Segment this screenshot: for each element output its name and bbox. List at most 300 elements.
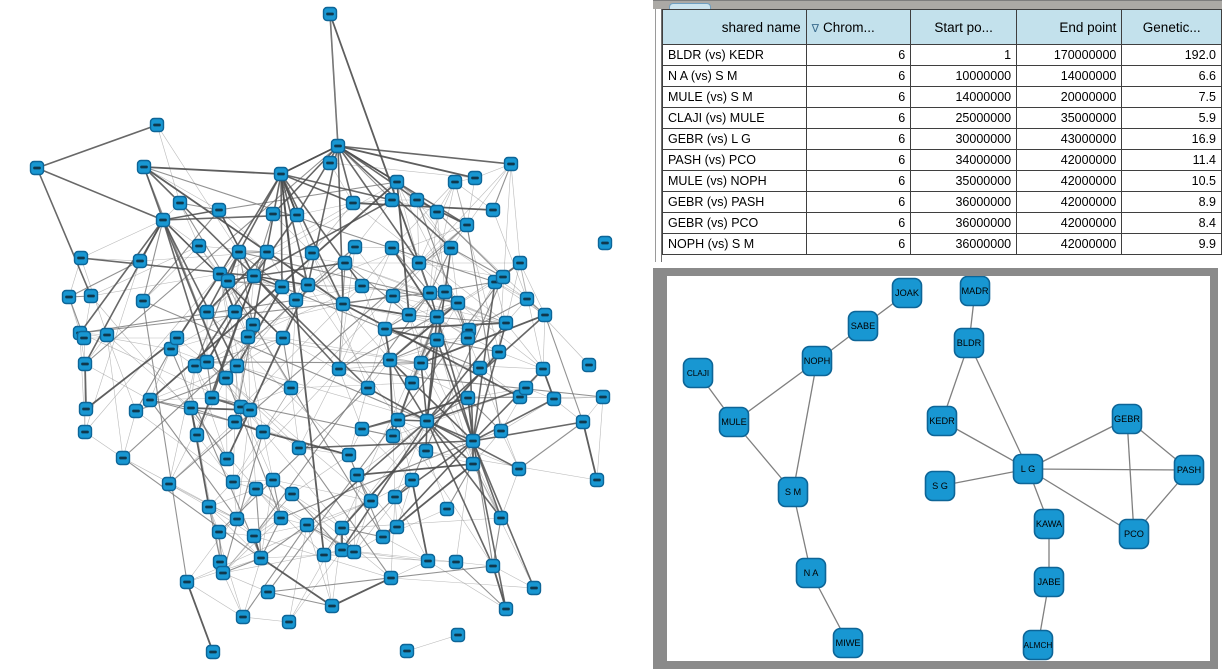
network-edge <box>85 364 150 400</box>
cell[interactable]: 10000000 <box>911 66 1017 87</box>
node-label-mark <box>469 440 477 443</box>
detail-node-pash[interactable] <box>1175 456 1204 485</box>
node-label-mark <box>208 397 216 400</box>
node-label-mark <box>33 167 41 170</box>
detail-node-bldr[interactable] <box>955 329 984 358</box>
network-edge <box>793 361 817 492</box>
detail-node-sm[interactable] <box>779 478 808 507</box>
detail-node-pco[interactable] <box>1120 520 1149 549</box>
detail-node-label: ALMCH <box>1023 641 1053 650</box>
node-label-mark <box>447 247 455 250</box>
cell[interactable]: 6 <box>806 108 911 129</box>
node-label-mark <box>463 224 471 227</box>
detail-node-joak[interactable] <box>893 279 922 308</box>
node-label-mark <box>388 199 396 202</box>
detail-node-kawa[interactable] <box>1035 510 1064 539</box>
network-edge <box>437 212 445 292</box>
cell[interactable]: 36000000 <box>911 234 1017 255</box>
node-label-mark <box>394 419 402 422</box>
cell[interactable]: PASH (vs) PCO <box>663 150 807 171</box>
table-row[interactable] <box>663 171 1222 192</box>
node-label-mark <box>132 410 140 413</box>
node-label-mark <box>326 13 334 16</box>
network-edge <box>332 578 391 606</box>
cell[interactable]: 25000000 <box>911 108 1017 129</box>
node-label-mark <box>541 314 549 317</box>
network-edge <box>339 363 421 369</box>
detail-node-label: KEDR <box>929 416 955 426</box>
node-label-mark <box>320 554 328 557</box>
node-label-mark <box>139 300 147 303</box>
node-label-mark <box>389 295 397 298</box>
detail-node-gebr[interactable] <box>1113 405 1142 434</box>
cell[interactable]: GEBR (vs) L G <box>663 129 807 150</box>
node-label-mark <box>489 209 497 212</box>
detail-node-lg[interactable] <box>1014 455 1043 484</box>
network-edge <box>144 167 163 220</box>
cell[interactable]: 6.6 <box>1122 66 1222 87</box>
network-edge <box>583 422 597 480</box>
cell[interactable]: 42000000 <box>1017 171 1122 192</box>
node-label-mark <box>195 245 203 248</box>
network-edge <box>268 566 493 592</box>
node-label-mark <box>233 365 241 368</box>
table-row[interactable] <box>663 45 1222 66</box>
detail-node-mule[interactable] <box>720 408 749 437</box>
edge-attribute-table[interactable] <box>662 9 1222 255</box>
node-label-mark <box>246 409 254 412</box>
network-edge <box>123 458 261 558</box>
cell[interactable]: 192.0 <box>1122 45 1222 66</box>
cell[interactable]: 6 <box>806 213 911 234</box>
cell[interactable]: 6 <box>806 87 911 108</box>
node-label-mark <box>223 458 231 461</box>
detail-node-label: S G <box>932 481 948 491</box>
network-edge <box>80 220 163 333</box>
node-label-mark <box>523 298 531 301</box>
network-edge <box>511 164 520 263</box>
detail-node-label: MIWE <box>835 638 861 648</box>
node-label-mark <box>417 362 425 365</box>
network-edge <box>342 550 493 566</box>
detail-node-noph[interactable] <box>803 347 832 376</box>
network-edge <box>107 335 123 458</box>
node-label-mark <box>364 387 372 390</box>
node-label-mark <box>338 549 346 552</box>
table-row[interactable] <box>663 108 1222 129</box>
cell[interactable]: 16.9 <box>1122 129 1222 150</box>
node-label-mark <box>599 396 607 399</box>
detail-node-sg[interactable] <box>926 472 955 501</box>
node-label-mark <box>422 450 430 453</box>
node-label-mark <box>353 474 361 477</box>
detail-node-madr[interactable] <box>961 277 990 306</box>
cell[interactable]: 11.4 <box>1122 150 1222 171</box>
node-label-mark <box>530 587 538 590</box>
network-edge <box>1028 469 1189 470</box>
node-label-mark <box>250 535 258 538</box>
node-label-mark <box>215 209 223 212</box>
cell[interactable]: 1 <box>911 45 1017 66</box>
node-label-mark <box>443 508 451 511</box>
node-label-mark <box>469 463 477 466</box>
cell[interactable]: 34000000 <box>911 150 1017 171</box>
node-label-mark <box>285 621 293 624</box>
table-row[interactable] <box>663 66 1222 87</box>
node-label-mark <box>358 428 366 431</box>
cell[interactable]: 36000000 <box>911 192 1017 213</box>
table-top-strip <box>653 0 1222 9</box>
network-edge <box>254 276 368 388</box>
cell[interactable]: MULE (vs) NOPH <box>663 171 807 192</box>
node-label-mark <box>269 479 277 482</box>
cell[interactable]: 6 <box>806 66 911 87</box>
detail-node-label: GEBR <box>1113 414 1141 424</box>
node-label-mark <box>136 260 144 263</box>
node-label-mark <box>389 435 397 438</box>
node-label-mark <box>173 337 181 340</box>
table-row[interactable] <box>663 87 1222 108</box>
node-label-mark <box>426 292 434 295</box>
node-label-mark <box>292 299 300 302</box>
node-label-mark <box>408 479 416 482</box>
node-label-mark <box>507 163 515 166</box>
node-label-mark <box>424 560 432 563</box>
detail-network-panel <box>653 268 1218 669</box>
detail-node-na[interactable] <box>797 559 826 588</box>
node-label-mark <box>349 202 357 205</box>
cell[interactable]: 5.9 <box>1122 108 1222 129</box>
node-label-mark <box>339 303 347 306</box>
network-edge <box>187 582 213 652</box>
node-label-mark <box>146 399 154 402</box>
detail-node-kedr[interactable] <box>928 407 957 436</box>
node-label-mark <box>153 124 161 127</box>
node-label-mark <box>351 246 359 249</box>
cell[interactable]: 35000000 <box>1017 108 1122 129</box>
node-label-mark <box>203 311 211 314</box>
node-label-mark <box>295 447 303 450</box>
node-label-mark <box>209 651 217 654</box>
detail-node-label: JOAK <box>895 288 919 298</box>
cell[interactable]: 30000000 <box>911 129 1017 150</box>
node-label-mark <box>244 336 252 339</box>
column-header-startpo[interactable]: Start po... <box>911 10 1017 45</box>
network-edge <box>520 263 545 315</box>
network-edge <box>281 174 282 287</box>
node-label-mark <box>350 551 358 554</box>
cell[interactable]: 6 <box>806 45 911 66</box>
node-label-mark <box>304 284 312 287</box>
node-label-mark <box>328 605 336 608</box>
table-row[interactable] <box>663 129 1222 150</box>
node-label-mark <box>65 296 73 299</box>
table-body[interactable] <box>663 45 1222 255</box>
network-edge <box>80 300 296 333</box>
detail-node-label: BLDR <box>956 338 982 348</box>
network-edge <box>338 146 343 304</box>
node-label-mark <box>550 398 558 401</box>
node-label-mark <box>183 581 191 584</box>
cell[interactable]: 20000000 <box>1017 87 1122 108</box>
node-label-mark <box>229 481 237 484</box>
node-label-mark <box>358 285 366 288</box>
cell[interactable]: CLAJI (vs) MULE <box>663 108 807 129</box>
node-label-mark <box>288 493 296 496</box>
cell[interactable]: GEBR (vs) PCO <box>663 213 807 234</box>
node-label-mark <box>451 181 459 184</box>
network-edge <box>81 220 163 258</box>
detail-node-sabe[interactable] <box>849 312 878 341</box>
network-edge <box>250 410 256 489</box>
node-label-mark <box>335 368 343 371</box>
network-edge <box>233 422 235 482</box>
table-row[interactable] <box>663 192 1222 213</box>
node-label-mark <box>250 275 258 278</box>
node-label-mark <box>408 382 416 385</box>
node-label-mark <box>502 608 510 611</box>
node-label-mark <box>165 483 173 486</box>
node-label-mark <box>277 173 285 176</box>
network-edge <box>393 436 395 497</box>
node-label-mark <box>497 430 505 433</box>
column-header-genetic[interactable]: Genetic... <box>1122 10 1222 45</box>
detail-node-label: MADR <box>961 286 989 296</box>
detail-node-label: KAWA <box>1035 519 1063 529</box>
node-label-mark <box>239 616 247 619</box>
cell[interactable]: 42000000 <box>1017 192 1122 213</box>
network-edge <box>292 455 349 494</box>
network-edge <box>543 315 545 369</box>
network-edge <box>243 558 261 617</box>
node-label-mark <box>515 468 523 471</box>
node-label-mark <box>539 368 547 371</box>
node-label-mark <box>82 408 90 411</box>
detail-node-label: JABE <box>1037 577 1061 587</box>
cell[interactable]: 170000000 <box>1017 45 1122 66</box>
node-label-mark <box>235 251 243 254</box>
node-label-mark <box>423 420 431 423</box>
node-label-mark <box>579 421 587 424</box>
column-header-sharedname[interactable]: shared name <box>663 10 807 45</box>
node-label-mark <box>433 211 441 214</box>
cell[interactable]: 6 <box>806 171 911 192</box>
detail-node-label: SABE <box>850 321 876 331</box>
node-label-mark <box>334 145 342 148</box>
cell[interactable]: 43000000 <box>1017 129 1122 150</box>
node-label-mark <box>489 565 497 568</box>
node-label-mark <box>516 262 524 265</box>
network-edge <box>597 397 603 480</box>
node-label-mark <box>222 377 230 380</box>
detail-node-almch[interactable] <box>1024 631 1053 660</box>
node-label-mark <box>405 314 413 317</box>
node-label-mark <box>81 431 89 434</box>
node-label-mark <box>341 262 349 265</box>
node-label-mark <box>231 311 239 314</box>
network-edge <box>187 582 243 617</box>
cell[interactable]: 6 <box>806 150 911 171</box>
detail-node-label: N A <box>803 568 819 578</box>
detail-node-label: CLAJI <box>686 369 710 378</box>
node-label-mark <box>249 324 257 327</box>
network-edge <box>407 635 458 651</box>
node-label-mark <box>386 359 394 362</box>
table-left-gutter <box>655 9 662 262</box>
cell[interactable]: 9.9 <box>1122 234 1222 255</box>
network-edge <box>86 338 177 409</box>
node-label-mark <box>502 322 510 325</box>
node-label-mark <box>585 364 593 367</box>
network-edge <box>501 469 519 518</box>
node-label-mark <box>193 434 201 437</box>
network-edge <box>324 555 332 606</box>
network-edge <box>969 343 1028 469</box>
detail-node-label: PCO <box>1124 529 1144 539</box>
cell[interactable]: N A (vs) S M <box>663 66 807 87</box>
node-label-mark <box>452 561 460 564</box>
node-label-mark <box>233 518 241 521</box>
table-row[interactable] <box>663 150 1222 171</box>
node-label-mark <box>216 561 224 564</box>
cell[interactable]: 36000000 <box>911 213 1017 234</box>
edge-attribute-table-panel <box>653 0 1222 266</box>
network-edge <box>527 299 589 365</box>
cell[interactable]: BLDR (vs) KEDR <box>663 45 807 66</box>
cell[interactable]: 42000000 <box>1017 234 1122 255</box>
cell[interactable]: GEBR (vs) PASH <box>663 192 807 213</box>
node-label-mark <box>441 291 449 294</box>
cell[interactable]: 42000000 <box>1017 150 1122 171</box>
node-label-mark <box>433 339 441 342</box>
network-edge <box>144 167 281 174</box>
node-label-mark <box>391 496 399 499</box>
network-edge <box>391 497 395 578</box>
cell[interactable]: 6 <box>806 129 911 150</box>
node-label-mark <box>593 479 601 482</box>
node-label-mark <box>87 295 95 298</box>
node-label-mark <box>231 421 239 424</box>
node-label-mark <box>215 531 223 534</box>
node-label-mark <box>499 276 507 279</box>
detail-node-claji[interactable] <box>684 359 713 388</box>
node-label-mark <box>393 526 401 529</box>
node-label-mark <box>219 572 227 575</box>
node-label-mark <box>601 242 609 245</box>
node-label-mark <box>403 650 411 653</box>
table-row[interactable] <box>663 234 1222 255</box>
node-label-mark <box>367 500 375 503</box>
node-label-mark <box>103 334 111 337</box>
detail-node-label: PASH <box>1176 465 1202 475</box>
network-edge <box>123 458 237 519</box>
network-edge <box>473 464 534 588</box>
node-label-mark <box>393 181 401 184</box>
cell[interactable]: NOPH (vs) S M <box>663 234 807 255</box>
cell[interactable]: 35000000 <box>911 171 1017 192</box>
node-label-mark <box>522 387 530 390</box>
node-label-mark <box>224 280 232 283</box>
network-edge <box>1127 419 1134 534</box>
node-label-mark <box>415 262 423 265</box>
column-header-endpoint[interactable]: End point <box>1017 10 1122 45</box>
node-label-mark <box>203 361 211 364</box>
node-label-mark <box>81 363 89 366</box>
node-label-mark <box>278 286 286 289</box>
node-label-mark <box>293 214 301 217</box>
node-label-mark <box>338 527 346 530</box>
network-edge <box>355 200 392 247</box>
node-label-mark <box>464 337 472 340</box>
cell[interactable]: 10.5 <box>1122 171 1222 192</box>
node-label-mark <box>476 367 484 370</box>
node-label-mark <box>167 348 175 351</box>
node-label-mark <box>303 524 311 527</box>
cell[interactable]: 42000000 <box>1017 213 1122 234</box>
network-edge <box>289 525 307 622</box>
cell[interactable]: 14000000 <box>1017 66 1122 87</box>
node-label-mark <box>388 247 396 250</box>
node-label-mark <box>497 517 505 520</box>
detail-network-canvas[interactable] <box>667 276 1210 661</box>
detail-node-miwe[interactable] <box>834 629 863 658</box>
node-label-mark <box>187 407 195 410</box>
table-header[interactable] <box>663 10 1222 45</box>
network-edge <box>338 146 475 178</box>
column-header-chrom[interactable]: ∇ Chrom... <box>806 10 911 45</box>
node-label-mark <box>140 166 148 169</box>
node-label-mark <box>257 557 265 560</box>
node-label-mark <box>159 219 167 222</box>
node-label-mark <box>454 634 462 637</box>
network-edge <box>226 378 227 459</box>
node-label-mark <box>277 517 285 520</box>
cell[interactable]: 7.5 <box>1122 87 1222 108</box>
node-label-mark <box>381 328 389 331</box>
node-label-mark <box>279 337 287 340</box>
node-label-mark <box>205 506 213 509</box>
node-label-mark <box>495 351 503 354</box>
detail-node-label: S M <box>784 487 802 497</box>
cell[interactable]: 8.9 <box>1122 192 1222 213</box>
cell[interactable]: 14000000 <box>911 87 1017 108</box>
node-label-mark <box>326 162 334 165</box>
cell[interactable]: 6 <box>806 234 911 255</box>
node-label-mark <box>379 536 387 539</box>
filter-icon[interactable]: ∇ <box>811 22 819 35</box>
node-label-mark <box>387 577 395 580</box>
node-label-mark <box>413 199 421 202</box>
cell[interactable]: 8.4 <box>1122 213 1222 234</box>
node-label-mark <box>516 396 524 399</box>
cell[interactable]: MULE (vs) S M <box>663 87 807 108</box>
node-label-mark <box>345 454 353 457</box>
node-label-mark <box>77 257 85 260</box>
node-label-mark <box>454 302 462 305</box>
node-label-mark <box>259 431 267 434</box>
node-label-mark <box>263 251 271 254</box>
detail-node-jabe[interactable] <box>1035 568 1064 597</box>
detail-node-label: MULE <box>721 417 747 427</box>
node-label-mark <box>80 337 88 340</box>
network-edge <box>391 578 534 588</box>
network-edge <box>519 422 583 469</box>
node-label-mark <box>176 202 184 205</box>
node-label-mark <box>191 365 199 368</box>
table-row[interactable] <box>663 213 1222 234</box>
node-label-mark <box>269 213 277 216</box>
cell[interactable]: 6 <box>806 192 911 213</box>
